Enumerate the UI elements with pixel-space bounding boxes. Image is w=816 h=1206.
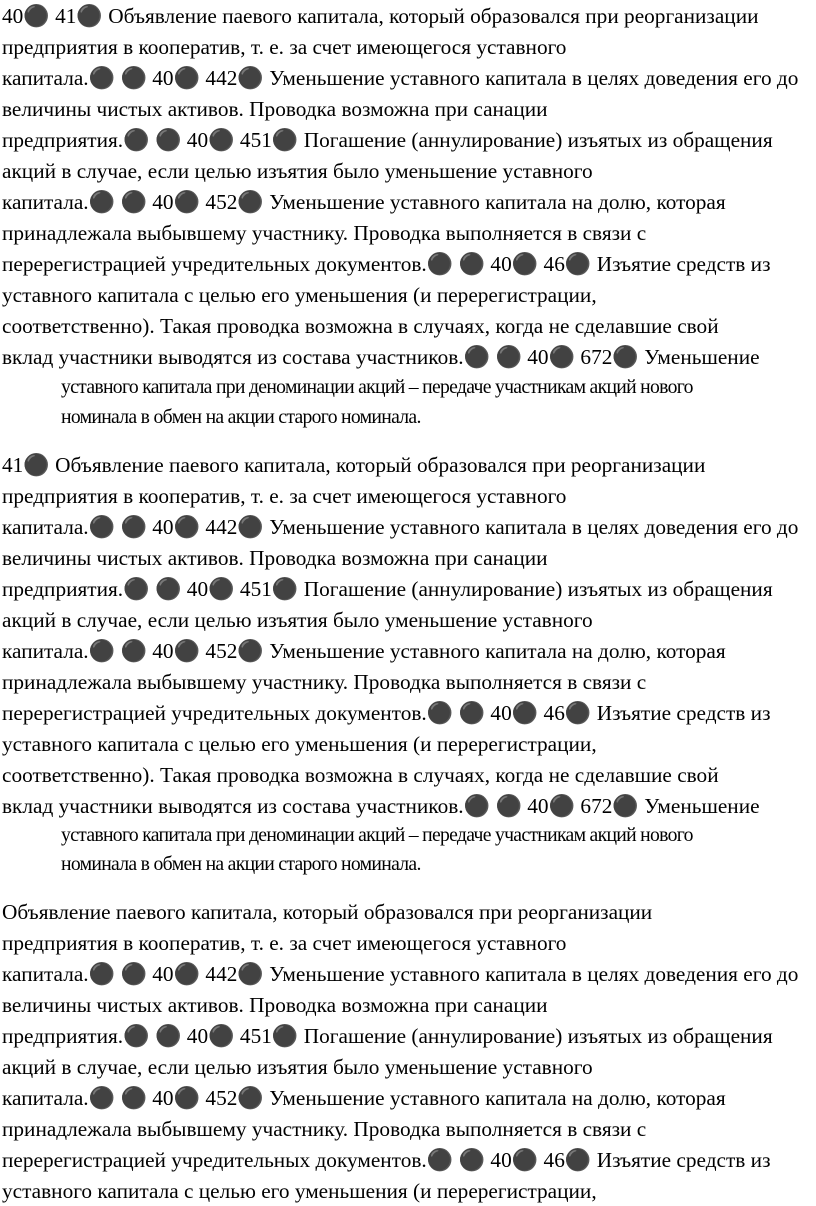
text-line: предприятия.⚫ ⚫ 40⚫ 451⚫ Погашение (аннулирование) изъятых из обращения xyxy=(2,577,773,601)
text-line: акций в случае, если целью изъятия было уменьшение уставного xyxy=(2,608,593,632)
text-line: принадлежала выбывшему участнику. Проводка выполняется в связи с xyxy=(2,670,647,694)
text-line: перерегистрацией учредительных документов.⚫ ⚫ 40⚫ 46⚫ Изъятие средств из xyxy=(2,701,771,725)
text-line: предприятия в кооператив, т. е. за счет имеющегося уставного xyxy=(2,931,567,955)
text-line: номинала в обмен на акции старого номинала. xyxy=(61,853,421,875)
text-line: величины чистых активов. Проводка возможна при санации xyxy=(2,546,548,570)
text-line: уставного капитала с целью его уменьшения (и перерегистрации, xyxy=(2,1179,597,1203)
text-line: уставного капитала при деноминации акций – передаче участникам акций нового xyxy=(61,824,693,846)
text-line: капитала.⚫ ⚫ 40⚫ 442⚫ Уменьшение уставного капитала в целях доведения его до xyxy=(2,962,799,986)
text-line: уставного капитала при деноминации акций – передаче участникам акций нового xyxy=(61,376,693,398)
text-line: уставного капитала с целью его уменьшения (и перерегистрации, xyxy=(2,732,597,756)
text-line: предприятия.⚫ ⚫ 40⚫ 451⚫ Погашение (аннулирование) изъятых из обращения xyxy=(2,128,773,152)
text-line: вклад участники выводятся из состава участников.⚫ ⚫ 40⚫ 672⚫ Уменьшение xyxy=(2,794,760,818)
text-line: Объявление паевого капитала, который образовался при реорганизации xyxy=(2,900,653,924)
text-line: 41⚫ Объявление паевого капитала, который образовался при реорганизации xyxy=(2,453,706,477)
text-line: величины чистых активов. Проводка возможна при санации xyxy=(2,97,548,121)
text-line: вклад участники выводятся из состава участников.⚫ ⚫ 40⚫ 672⚫ Уменьшение xyxy=(2,345,760,369)
text-line: перерегистрацией учредительных документов.⚫ ⚫ 40⚫ 46⚫ Изъятие средств из xyxy=(2,1148,771,1172)
text-line: предприятия.⚫ ⚫ 40⚫ 451⚫ Погашение (аннулирование) изъятых из обращения xyxy=(2,1024,773,1048)
text-line: капитала.⚫ ⚫ 40⚫ 442⚫ Уменьшение уставного капитала в целях доведения его до xyxy=(2,66,799,90)
text-line: капитала.⚫ ⚫ 40⚫ 442⚫ Уменьшение уставного капитала в целях доведения его до xyxy=(2,515,799,539)
text-line: принадлежала выбывшему участнику. Проводка выполняется в связи с xyxy=(2,1117,647,1141)
text-line: капитала.⚫ ⚫ 40⚫ 452⚫ Уменьшение уставного капитала на долю, которая xyxy=(2,1086,726,1110)
text-line: 40⚫ 41⚫ Объявление паевого капитала, который образовался при реорганизации xyxy=(2,4,759,28)
text-line: номинала в обмен на акции старого номинала. xyxy=(61,406,421,428)
text-line: предприятия в кооператив, т. е. за счет имеющегося уставного xyxy=(2,35,567,59)
text-line: акций в случае, если целью изъятия было уменьшение уставного xyxy=(2,1055,593,1079)
text-line: предприятия в кооператив, т. е. за счет имеющегося уставного xyxy=(2,484,567,508)
text-line: принадлежала выбывшему участнику. Проводка выполняется в связи с xyxy=(2,221,647,245)
text-line: капитала.⚫ ⚫ 40⚫ 452⚫ Уменьшение уставного капитала на долю, которая xyxy=(2,639,726,663)
text-line: соответственно). Такая проводка возможна в случаях, когда не сделавшие свой xyxy=(2,314,719,338)
text-line: акций в случае, если целью изъятия было уменьшение уставного xyxy=(2,159,593,183)
text-line: величины чистых активов. Проводка возможна при санации xyxy=(2,993,548,1017)
text-line: капитала.⚫ ⚫ 40⚫ 452⚫ Уменьшение уставного капитала на долю, которая xyxy=(2,190,726,214)
text-line: соответственно). Такая проводка возможна в случаях, когда не сделавшие свой xyxy=(2,763,719,787)
text-line: уставного капитала с целью его уменьшения (и перерегистрации, xyxy=(2,283,597,307)
text-line: перерегистрацией учредительных документов.⚫ ⚫ 40⚫ 46⚫ Изъятие средств из xyxy=(2,252,771,276)
